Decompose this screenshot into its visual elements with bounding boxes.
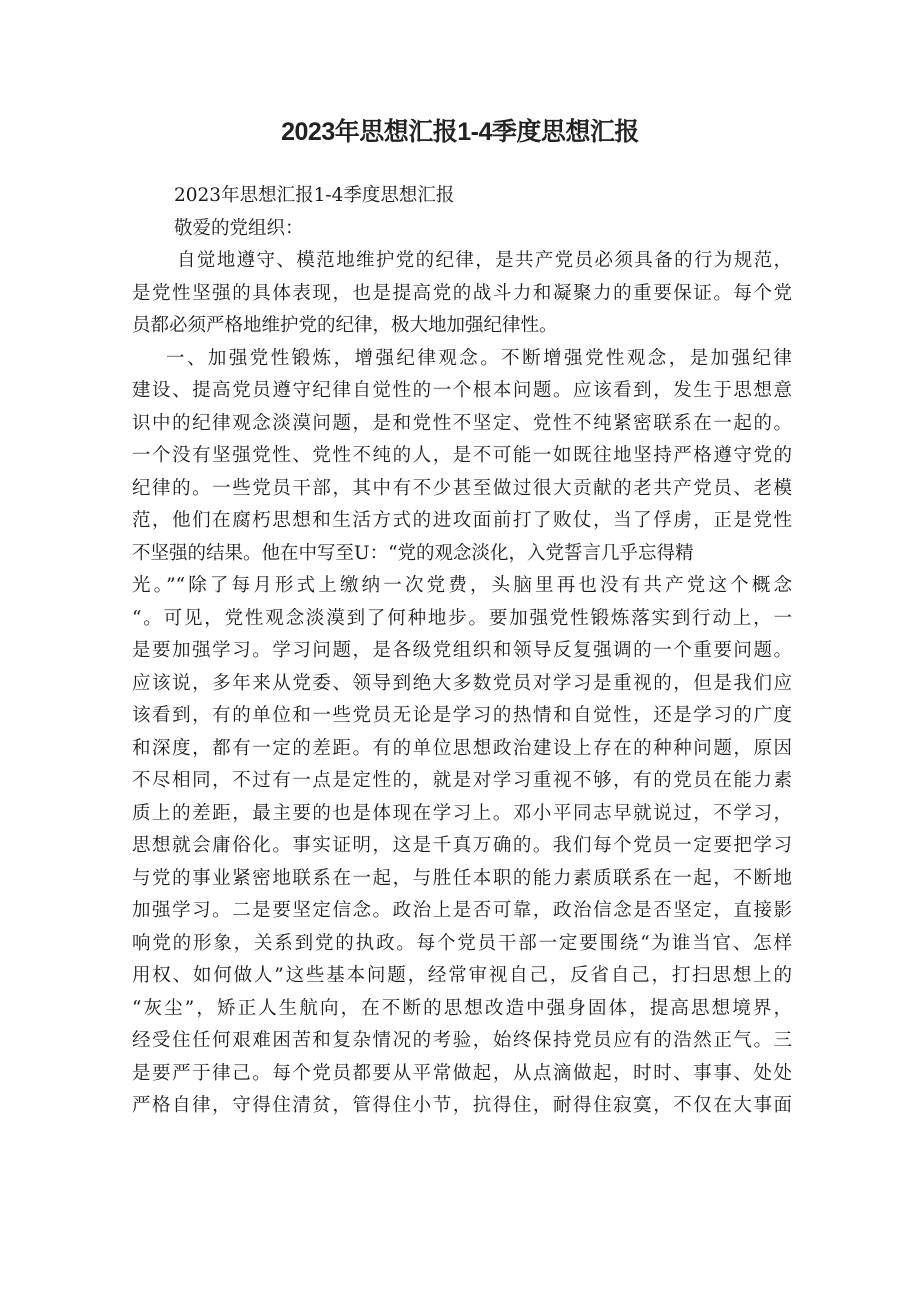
paragraph-line: 不坚强的结果。他在中写至U：“党的观念淡化，入党誓言几乎忘得精 — [132, 542, 694, 564]
paragraph-line: 一、加强党性锻炼，增强纪律观念。不断增强党性观念，是加强纪律 — [166, 347, 792, 369]
paragraph-line: 响党的形象，关系到党的执政。每个党员干部一定要围绕“为谁当官、怎样 — [132, 932, 792, 954]
paragraph-line: “灰尘”，矫正人生航向，在不断的思想改造中强身固体，提高思想境界， — [132, 997, 792, 1019]
paragraph-line: 是要严于律己。每个党员都要从平常做起，从点滴做起，时时、事事、处处 — [132, 1062, 792, 1084]
paragraph-line: 与党的事业紧密地联系在一起，与胜任本职的能力素质联系在一起，不断地 — [132, 867, 792, 889]
paragraph-line: 自觉地遵守、模范地维护党的纪律，是共产党员必须具备的行为规范， — [177, 250, 792, 271]
paragraph-line: 员都必须严格地维护党的纪律，极大地加强纪律性。 — [132, 315, 558, 336]
document-body — [132, 180, 792, 1123]
paragraph-line: 是要加强学习。学习问题，是各级党组织和领导反复强调的一个重要问题。 — [132, 640, 792, 661]
paragraph-line: 该看到，有的单位和一些党员无论是学习的热情和自觉性，还是学习的广度 — [132, 705, 792, 726]
paragraph-line: 经受住任何艰难困苦和复杂情况的考验，始终保持党员应有的浩然正气。三 — [132, 1030, 792, 1051]
paragraph-line: 不尽相同，不过有一点是定性的，就是对学习重视不够，有的党员在能力素 — [132, 770, 792, 791]
salutation-line: 敬爱的党组织： — [174, 217, 304, 239]
paragraph-line: 识中的纪律观念淡漠问题，是和党性不坚定、党性不纯紧密联系在一起的。 — [132, 412, 792, 434]
paragraph-line: 纪律的。一些党员干部，其中有不少甚至做过很大贡献的老共产党员、老模 — [132, 477, 792, 499]
paragraph-line: 一个没有坚强党性、党性不纯的人，是不可能一如既往地坚持严格遵守党的 — [132, 445, 792, 466]
paragraph-line: “。可见，党性观念淡漠到了何种地步。要加强党性锻炼落实到行动上，一 — [132, 607, 792, 629]
paragraph-line: 应该说，多年来从党委、领导到绝大多数党员对学习是重视的，但是我们应 — [132, 672, 792, 694]
subtitle-line: 2023年思想汇报1-4季度思想汇报 — [174, 185, 455, 206]
paragraph-line: 质上的差距，最主要的也是体现在学习上。邓小平同志早就说过，不学习， — [132, 802, 792, 824]
paragraph-line: 加强学习。二是要坚定信念。政治上是否可靠，政治信念是否坚定，直接影 — [132, 900, 792, 921]
paragraph-line: 建设、提高党员遵守纪律自觉性的一个根本问题。应该看到，发生于思想意 — [132, 380, 792, 401]
paragraph-line: 范，他们在腐朽思想和生活方式的进攻面前打了败仗，当了俘虏，正是党性 — [132, 510, 792, 531]
paragraph-line: 思想就会庸俗化。事实证明，这是千真万确的。我们每个党员一定要把学习 — [132, 835, 792, 856]
paragraph-line: 光。”“除了每月形式上缴纳一次党费，头脑里再也没有共产党这个概念 — [132, 575, 792, 596]
paragraph-line: 和深度，都有一定的差距。有的单位思想政治建设上存在的种种问题，原因 — [132, 737, 792, 759]
paragraph-line: 是党性坚强的具体表现，也是提高党的战斗力和凝聚力的重要保证。每个党 — [132, 282, 792, 304]
paragraph-line: 严格自律，守得住清贫，管得住小节，抗得住，耐得住寂寞，不仅在大事面 — [132, 1095, 792, 1116]
paragraph-line: 用权、如何做人”这些基本问题，经常审视自己，反省自己，打扫思想上的 — [132, 965, 792, 986]
document-title: 2023年思想汇报1-4季度思想汇报 — [281, 118, 639, 146]
